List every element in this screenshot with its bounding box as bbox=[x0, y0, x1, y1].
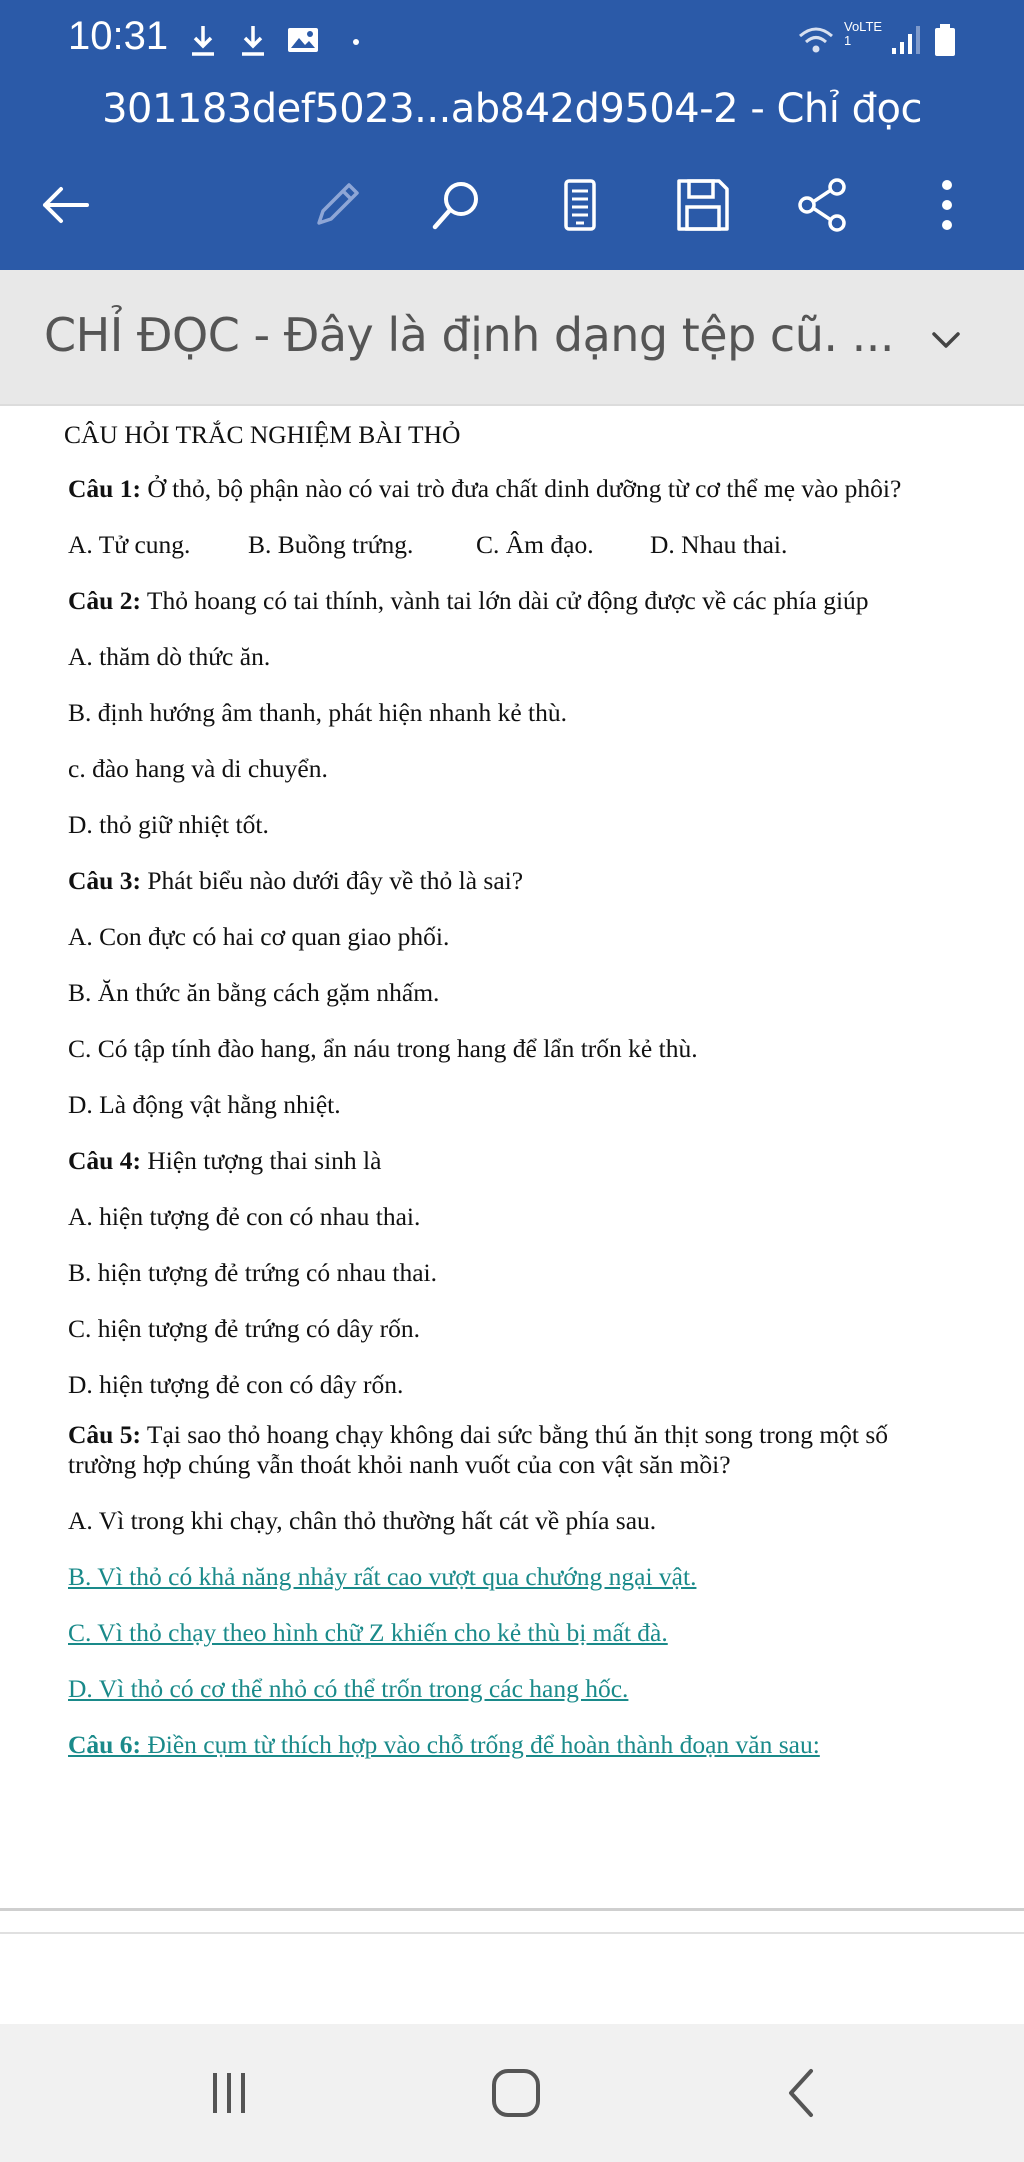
download-icon bbox=[238, 22, 268, 58]
battery-icon bbox=[932, 22, 958, 58]
question-text: Ở thỏ, bộ phận nào có vai trò đưa chất dinh dưỡng từ cơ thể mẹ vào phôi? bbox=[140, 474, 902, 503]
save-button[interactable] bbox=[668, 170, 738, 240]
document-page bbox=[0, 406, 1024, 1906]
system-nav-bar bbox=[0, 2024, 1024, 2162]
page-separator bbox=[0, 1932, 1024, 1934]
answer-c: C. Có tập tính đào hang, ẩn náu trong hang để lẩn trốn kẻ thù. bbox=[68, 1034, 698, 1063]
share-button[interactable] bbox=[788, 170, 858, 240]
question-label: Câu 6: bbox=[68, 1730, 141, 1759]
question-text: Thỏ hoang có tai thính, vành tai lớn dài cử động được về các phía giúp bbox=[140, 586, 869, 615]
read-only-banner[interactable] bbox=[0, 270, 1024, 406]
reading-view-button[interactable] bbox=[545, 170, 615, 240]
question-1 bbox=[68, 474, 901, 504]
answer-c-link[interactable]: C. Vì thỏ chạy theo hình chữ Z khiến cho kẻ thù bị mất đà. bbox=[68, 1618, 668, 1647]
answer-b-link[interactable]: B. Vì thỏ có khả năng nhảy rất cao vượt qua chướng ngại vật. bbox=[68, 1562, 697, 1591]
home-button[interactable] bbox=[471, 2048, 561, 2138]
question-label: Câu 4: bbox=[68, 1146, 141, 1175]
more-vert-icon bbox=[917, 175, 977, 235]
answer-d: D. Nhau thai. bbox=[650, 530, 788, 559]
answer-row bbox=[68, 530, 788, 560]
wifi-icon bbox=[796, 22, 836, 58]
pencil-icon bbox=[307, 175, 367, 235]
question-3 bbox=[68, 866, 523, 896]
question-5 bbox=[68, 1420, 888, 1450]
back-nav-button[interactable] bbox=[758, 2048, 848, 2138]
question-text: Phát biểu nào dưới đây về thỏ là sai? bbox=[140, 866, 524, 895]
answer-b: B. định hướng âm thanh, phát hiện nhanh kẻ thù. bbox=[68, 698, 567, 727]
document-heading: CÂU HỎI TRẮC NGHIỆM BÀI THỎ bbox=[64, 420, 461, 449]
answer-d-link[interactable]: D. Vì thỏ có cơ thể nhỏ có thể trốn trong các hang hốc. bbox=[68, 1674, 629, 1703]
signal-icon bbox=[890, 22, 924, 58]
question-label: Câu 2: bbox=[68, 586, 141, 615]
read-only-banner-text: CHỈ ĐỌC - Đây là định dạng tệp cũ. ... bbox=[44, 308, 894, 362]
status-bar bbox=[0, 0, 1024, 78]
question-4 bbox=[68, 1146, 381, 1176]
home-icon bbox=[486, 2063, 546, 2123]
reading-view-icon bbox=[550, 175, 610, 235]
answer-a: A. Vì trong khi chạy, chân thỏ thường hất cát về phía sau. bbox=[68, 1506, 657, 1535]
download-icon bbox=[188, 22, 218, 58]
answer-d: D. Là động vật hằng nhiệt. bbox=[68, 1090, 341, 1119]
search-button[interactable] bbox=[422, 170, 492, 240]
answer-b: B. Buồng trứng. bbox=[248, 530, 414, 559]
back-arrow-icon bbox=[35, 175, 95, 235]
app-bar bbox=[0, 0, 1024, 270]
page-separator bbox=[0, 1908, 1024, 1911]
answer-b: B. Ăn thức ăn bằng cách gặm nhấm. bbox=[68, 978, 440, 1007]
question-5-continuation: trường hợp chúng vẫn thoát khỏi nanh vuốt của con vật săn mồi? bbox=[68, 1450, 731, 1479]
question-text: Hiện tượng thai sinh là bbox=[140, 1146, 382, 1175]
answer-d: D. thỏ giữ nhiệt tốt. bbox=[68, 810, 269, 839]
chevron-down-icon[interactable] bbox=[926, 320, 966, 360]
document-title: 301183def5023...ab842d9504-2 - Chỉ đọc bbox=[102, 86, 922, 132]
answer-c: C. Âm đạo. bbox=[476, 530, 594, 559]
status-time: 10:31 bbox=[68, 14, 169, 58]
save-icon bbox=[673, 175, 733, 235]
back-button[interactable] bbox=[30, 170, 100, 240]
network-type-label: VoLTE1 bbox=[844, 19, 883, 48]
answer-a: A. hiện tượng đẻ con có nhau thai. bbox=[68, 1202, 421, 1231]
answer-d: D. hiện tượng đẻ con có dây rốn. bbox=[68, 1370, 404, 1399]
question-2 bbox=[68, 586, 869, 616]
share-icon bbox=[793, 175, 853, 235]
answer-a: A. thăm dò thức ăn. bbox=[68, 642, 271, 671]
edit-button[interactable] bbox=[302, 170, 372, 240]
recent-apps-button[interactable] bbox=[184, 2048, 274, 2138]
question-label: Câu 1: bbox=[68, 474, 141, 503]
answer-a: A. Tử cung. bbox=[68, 530, 191, 559]
question-6-link[interactable] bbox=[68, 1730, 820, 1760]
answer-b: B. hiện tượng đẻ trứng có nhau thai. bbox=[68, 1258, 438, 1287]
image-icon bbox=[286, 22, 320, 58]
search-icon bbox=[427, 175, 487, 235]
question-text: Điền cụm từ thích hợp vào chỗ trống để hoàn thành đoạn văn sau: bbox=[140, 1730, 820, 1759]
answer-c: c. đào hang và di chuyển. bbox=[68, 754, 328, 783]
notification-dot-icon bbox=[350, 22, 362, 58]
answer-c: C. hiện tượng đẻ trứng có dây rốn. bbox=[68, 1314, 421, 1343]
more-options-button[interactable] bbox=[912, 170, 982, 240]
back-chevron-icon bbox=[773, 2063, 833, 2123]
answer-a: A. Con đực có hai cơ quan giao phối. bbox=[68, 922, 450, 951]
question-text: Tại sao thỏ hoang chạy không dai sức bằng thú ăn thịt song trong một số bbox=[140, 1420, 889, 1449]
question-label: Câu 3: bbox=[68, 866, 141, 895]
recent-apps-icon bbox=[199, 2063, 259, 2123]
question-label: Câu 5: bbox=[68, 1420, 141, 1449]
